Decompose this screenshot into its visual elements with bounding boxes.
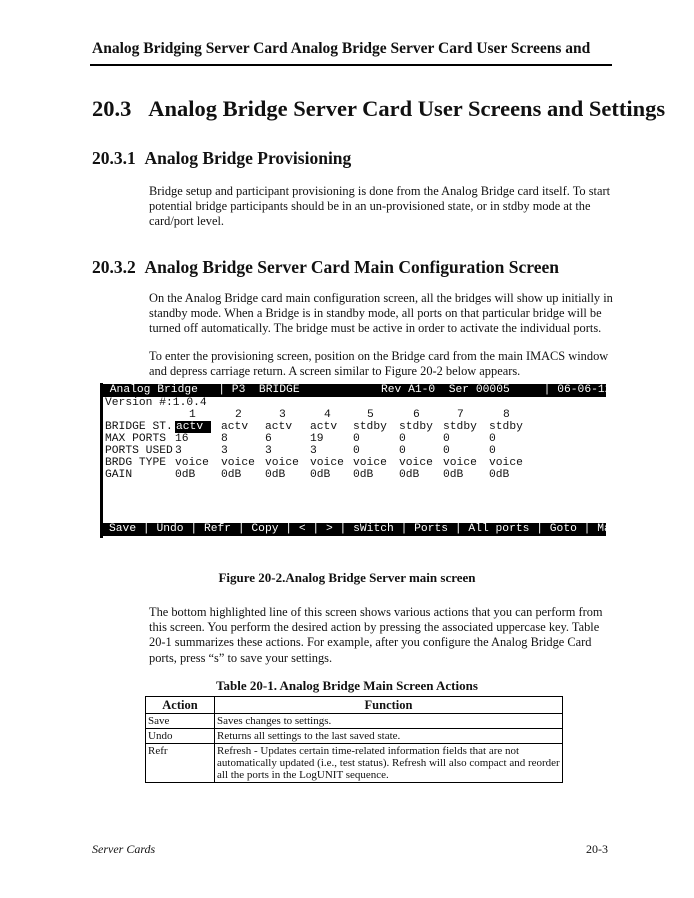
bridge-column-number: 5 bbox=[367, 409, 374, 421]
running-header: Analog Bridging Server Card Analog Bridge Server Card User Screens and bbox=[92, 40, 591, 57]
cell-value: stdby bbox=[443, 421, 477, 433]
cell-value: voice bbox=[221, 457, 255, 469]
separator: | bbox=[278, 523, 299, 535]
section-title: Analog Bridge Server Card User Screens and Settings bbox=[148, 96, 666, 121]
section-number: 20.3 bbox=[92, 96, 132, 121]
action--: > bbox=[326, 523, 333, 535]
cell-value: 0 bbox=[489, 433, 496, 445]
cell-value: 16 bbox=[175, 433, 189, 445]
cell-value: actv bbox=[310, 421, 338, 433]
cell-value: 0dB bbox=[221, 469, 242, 481]
cell-value: 3 bbox=[265, 445, 272, 457]
cell-value: 0 bbox=[489, 445, 496, 457]
separator: | bbox=[448, 523, 469, 535]
row-label: BRIDGE ST. bbox=[105, 421, 173, 433]
separator: | bbox=[136, 523, 157, 535]
cell-value: 6 bbox=[265, 433, 272, 445]
cell-value: 0dB bbox=[353, 469, 374, 481]
subsection-number: 20.3.2 bbox=[92, 257, 136, 277]
cell-value: 8 bbox=[221, 433, 228, 445]
cell-value: voice bbox=[265, 457, 299, 469]
cell-value: 0 bbox=[443, 433, 450, 445]
cell-value: stdby bbox=[353, 421, 387, 433]
cell-value: voice bbox=[175, 457, 209, 469]
action-switch: sWitch bbox=[353, 523, 394, 535]
action-refr: Refr bbox=[203, 523, 232, 535]
bridge-column-number: 7 bbox=[457, 409, 464, 421]
separator: | bbox=[183, 523, 204, 535]
bridge-column-number: 8 bbox=[503, 409, 510, 421]
bridge-column-number: 3 bbox=[279, 409, 286, 421]
cell-value: actv bbox=[265, 421, 293, 433]
action-ports: Ports bbox=[414, 523, 449, 535]
actions-table bbox=[145, 696, 563, 783]
separator: | bbox=[332, 523, 354, 535]
cell-value: 3 bbox=[221, 445, 228, 457]
column-header: Function bbox=[215, 697, 563, 714]
cell-value: 0dB bbox=[175, 469, 196, 481]
separator: | bbox=[305, 523, 326, 535]
paragraph: The bottom highlighted line of this screen shows various actions that you can perform from this screen. You perform the desired action by pressing the associated uppercase key. Table 20-1 summarizes these actions. For example, after you configure the Analog Bridge Card ports, press “s” to save your settings. bbox=[149, 605, 603, 665]
action-main: Main bbox=[597, 523, 625, 535]
bridge-column-number: 6 bbox=[413, 409, 420, 421]
action--: < bbox=[298, 523, 306, 535]
cell-value: 0 bbox=[353, 433, 360, 445]
table-row bbox=[146, 714, 563, 729]
action-copy: Copy bbox=[251, 523, 279, 535]
bridge-column-number: 4 bbox=[324, 409, 331, 421]
action-undo: Undo bbox=[156, 523, 184, 535]
cell-value: 0 bbox=[443, 445, 450, 457]
cell-value: 3 bbox=[175, 445, 182, 457]
table-row bbox=[146, 729, 563, 744]
cell-value: 0 bbox=[399, 433, 406, 445]
cell-value: 3 bbox=[310, 445, 317, 457]
function-cell: Returns all settings to the last saved state. bbox=[215, 729, 563, 744]
action-cell: Refr bbox=[146, 744, 215, 783]
action-goto: Goto bbox=[549, 523, 577, 535]
bridge-column-number: 1 bbox=[189, 409, 196, 421]
function-cell: Refresh - Updates certain time-related information fields that are not automatically updated (i.e., test status). Refresh will also compact and reorder all the ports in the LogUNIT sequence. bbox=[215, 744, 563, 783]
subsection-number: 20.3.1 bbox=[92, 148, 136, 168]
row-label: GAIN bbox=[105, 469, 133, 481]
table-title: Table 20-1. Analog Bridge Main Screen Actions bbox=[216, 678, 478, 693]
cell-value: actv bbox=[175, 421, 211, 433]
subsection-heading-1 bbox=[92, 148, 351, 169]
row-label: PORTS USED bbox=[105, 445, 173, 457]
cell-value: stdby bbox=[489, 421, 523, 433]
action-save: Save bbox=[109, 523, 137, 535]
paragraph: Bridge setup and participant provisioning is done from the Analog Bridge card itself. To start potential bridge participants should be in an un-provisioned state, or in stdby mode at the card/port level. bbox=[149, 184, 611, 229]
cell-value: voice bbox=[399, 457, 433, 469]
cell-value: actv bbox=[221, 421, 249, 433]
separator: | bbox=[529, 523, 550, 535]
cell-value: voice bbox=[310, 457, 344, 469]
cell-value: 0dB bbox=[399, 469, 420, 481]
separator: | bbox=[393, 523, 415, 535]
terminal-screenshot bbox=[100, 383, 653, 538]
separator: | bbox=[231, 523, 252, 535]
section-heading bbox=[92, 96, 665, 122]
cell-value: 0 bbox=[353, 445, 360, 457]
subsection-title: Analog Bridge Provisioning bbox=[144, 148, 352, 168]
page-number: 20-3 bbox=[586, 842, 608, 856]
separator: | bbox=[576, 523, 598, 535]
cell-value: 0 bbox=[399, 445, 406, 457]
paragraph: On the Analog Bridge card main configuration screen, all the bridges will show up initially in standby mode. When a Bridge is in standby mode, all ports on that particular bridge will be turned off automatically. The bridge must be active in order to activate the individual ports. bbox=[149, 291, 613, 336]
row-label: BRDG TYPE bbox=[105, 457, 167, 469]
cell-value: 19 bbox=[310, 433, 324, 445]
subsection-title: Analog Bridge Server Card Main Configuration Screen bbox=[144, 257, 559, 277]
action-bar bbox=[103, 523, 625, 536]
cell-value: voice bbox=[489, 457, 523, 469]
paragraph: To enter the provisioning screen, position on the Bridge card from the main IMACS window and depress carriage return. A screen similar to Figure 20-2 below appears. bbox=[149, 349, 609, 379]
cell-value: voice bbox=[443, 457, 477, 469]
footer-left: Server Cards bbox=[92, 842, 156, 856]
row-label: MAX PORTS bbox=[105, 433, 167, 445]
cell-value: voice bbox=[353, 457, 387, 469]
cell-value: 0dB bbox=[310, 469, 331, 481]
subsection-heading-2 bbox=[92, 257, 559, 278]
function-cell: Saves changes to settings. bbox=[215, 714, 563, 729]
bridge-column-number: 2 bbox=[235, 409, 242, 421]
cell-value: 0dB bbox=[443, 469, 464, 481]
version-line: Version #:1.0.4 bbox=[105, 397, 207, 409]
column-header: Action bbox=[146, 697, 215, 714]
cell-value: stdby bbox=[399, 421, 433, 433]
action-cell: Undo bbox=[146, 729, 215, 744]
table-row bbox=[146, 744, 563, 783]
cell-value: 0dB bbox=[265, 469, 286, 481]
action-all-ports: All ports bbox=[468, 523, 530, 535]
terminal-title-bar: Analog Bridge | P3 BRIDGE Rev A1-0 Ser 00005 | 06-06-12 09:21 bbox=[103, 384, 653, 396]
cell-value: 0dB bbox=[489, 469, 510, 481]
header-rule bbox=[90, 64, 612, 66]
figure-caption: Figure 20-2.Analog Bridge Server main screen bbox=[218, 570, 476, 585]
action-cell: Save bbox=[146, 714, 215, 729]
